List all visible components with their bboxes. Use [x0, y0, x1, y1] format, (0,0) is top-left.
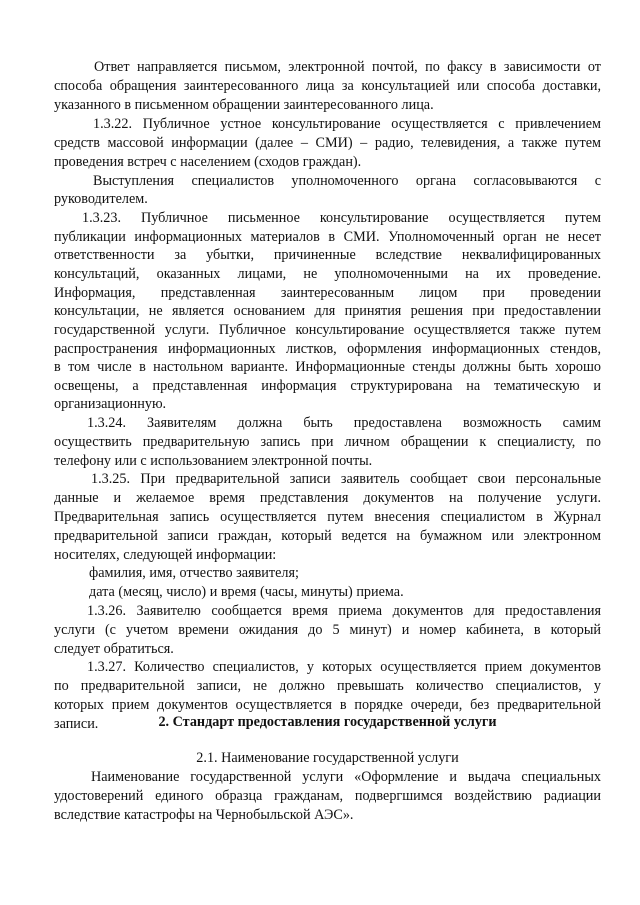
body-text-line: в том числе в настольном варианте. Информационные стенды должны быть хорошо	[54, 359, 601, 375]
body-text-line: Выступления специалистов уполномоченного органа согласовываются с	[93, 173, 601, 189]
body-text-line: осуществить предварительную запись при личном обращении к специалисту, по	[54, 434, 601, 450]
body-text-line: средств массовой информации (далее – СМИ) – радио, телевидения, а также путем	[54, 135, 601, 151]
body-text-line: носителях, следующей информации:	[54, 547, 277, 563]
body-text-line: указанного в письменном обращении заинтересованного лица.	[54, 97, 434, 113]
body-text-line: проведения встреч с населением (сходов граждан).	[54, 154, 362, 170]
body-text-line: Предварительная запись осуществляется путем внесения специалистом в Журнал	[54, 509, 601, 525]
body-text-line: освещены, а представленная информация структурирована на тематическую и	[54, 378, 601, 394]
body-text-line: Наименование государственной услуги «Оформление и выдача специальных	[91, 769, 601, 785]
body-text-line: консультаций, оказанных лицами, не уполномоченными на их проведение.	[54, 266, 601, 282]
body-text-line: консультации, не является основанием для принятия решения при предоставлении	[54, 303, 601, 319]
body-text-line: руководителем.	[54, 191, 148, 207]
body-text-line: фамилия, имя, отчество заявителя;	[89, 565, 299, 581]
body-text-line: 1.3.24. Заявителям должна быть предоставлена возможность самим	[87, 415, 601, 431]
subsection-heading: 2.1. Наименование государственной услуги	[196, 750, 459, 766]
body-text-line: организационную.	[54, 396, 167, 412]
body-text-line: которых прием документов осуществляется в порядке очереди, без предварительной	[54, 697, 601, 713]
body-text-line: услуги (с учетом времени ожидания до 5 минут) и номер кабинета, в который	[54, 622, 601, 638]
body-text-line: распространения информационных листков, оформления информационных стендов,	[54, 341, 601, 357]
body-text-line: дата (месяц, число) и время (часы, минуты) приема.	[89, 584, 404, 600]
body-text-line: данные и желаемое время представления документов на получение услуги.	[54, 490, 601, 506]
body-text-line: предварительной записи граждан, который ведется на бумажном или электронном	[54, 528, 601, 544]
body-text-line: 1.3.26. Заявителю сообщается время приема документов для предоставления	[87, 603, 601, 619]
body-text-line: 1.3.25. При предварительной записи заявитель сообщает свои персональные	[91, 471, 601, 487]
body-text-line: ответственности за убытки, причиненные вследствие неквалифицированных	[54, 247, 601, 263]
section-heading: 2. Стандарт предоставления государственной услуги	[158, 714, 497, 730]
body-text-line: государственной услуги. Публичное консультирование осуществляется также путем	[54, 322, 601, 338]
body-text-line: удостоверений единого образца гражданам, подвергшимся воздействию радиации	[54, 788, 601, 804]
body-text-line: телефону или с использованием электронной почты.	[54, 453, 373, 469]
body-text-line: Информация, представленная заинтересованным лицом при проведении	[54, 285, 601, 301]
body-text-line: 1.3.22. Публичное устное консультирование осуществляется с привлечением	[93, 116, 601, 132]
body-text-line: записи.	[54, 716, 99, 732]
body-text-line: 1.3.27. Количество специалистов, у которых осуществляется прием документов	[87, 659, 601, 675]
body-text-line: вследствие катастрофы на Чернобыльской АЭС».	[54, 807, 354, 823]
body-text-line: 1.3.23. Публичное письменное консультирование осуществляется путем	[82, 210, 601, 226]
body-text-line: публикации информационных материалов в СМИ. Уполномоченный орган не несет	[54, 229, 601, 245]
body-text-line: следует обратиться.	[54, 641, 174, 657]
body-text-line: Ответ направляется письмом, электронной почтой, по факсу в зависимости от	[94, 59, 601, 75]
body-text-line: по предварительной записи, не должно превышать количество специалистов, у	[54, 678, 601, 694]
body-text-line: способа обращения заинтересованного лица за консультацией или способа доставки,	[54, 78, 601, 94]
